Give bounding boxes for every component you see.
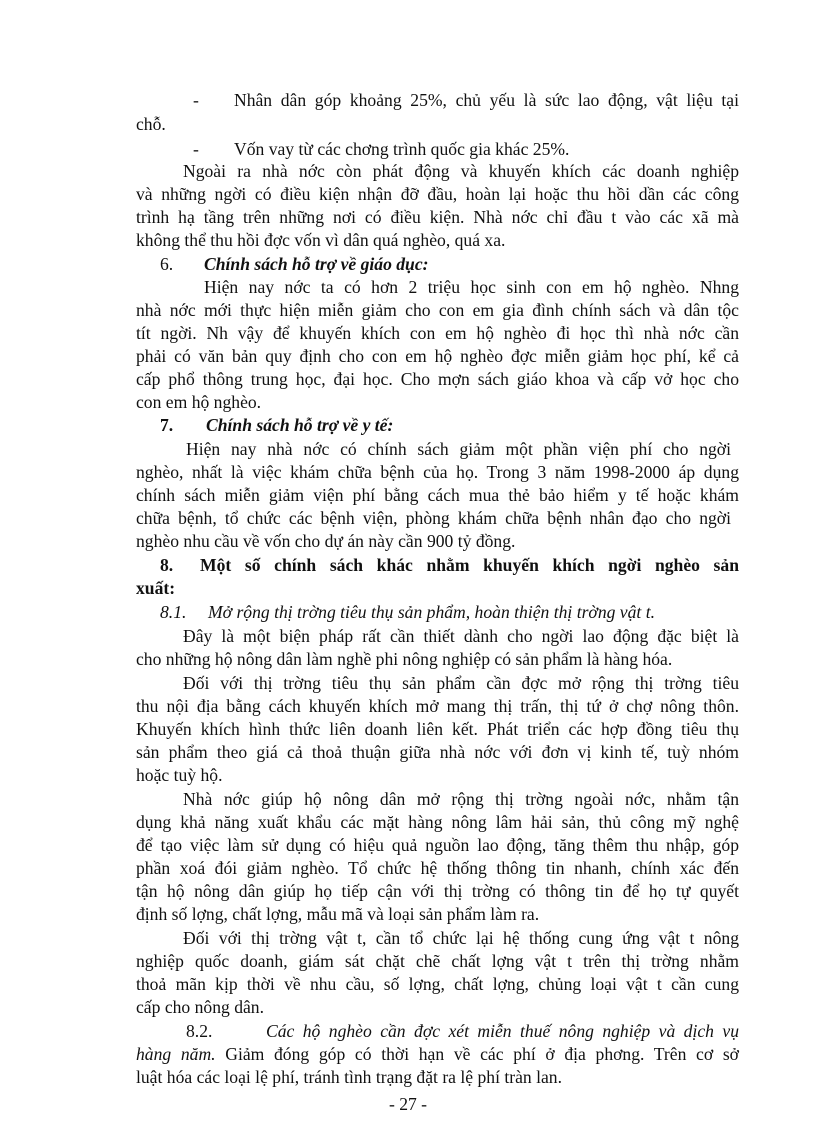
section-title: Chính sách hỗ trợ về giáo dục: bbox=[204, 254, 429, 274]
bullet-dash: - bbox=[193, 90, 199, 110]
paragraph-line: Đây là một biện pháp rất cần thiết dành cho ngời lao động đặc biệt là bbox=[183, 626, 739, 646]
section-title-cont: xuất: bbox=[136, 578, 176, 598]
paragraph-line: Hiện nay nớc ta có hơn 2 triệu học sinh con em hộ nghèo. Nhng bbox=[204, 277, 739, 297]
paragraph-line: nghiệp quốc doanh, giám sát chặt chẽ chất lợng vật t trên thị trờng nhằm bbox=[136, 951, 739, 971]
subsection-number: 8.2. bbox=[186, 1021, 213, 1041]
paragraph-line: thoả mãn kịp thời về nhu cầu, số lợng, chất lợng, chủng loại vật t cần cung bbox=[136, 974, 739, 994]
paragraph-line: chữa bệnh, tổ chức các bệnh viện, phòng khám chữa bệnh nhân đạo cho ngời bbox=[136, 508, 731, 528]
paragraph-line: trình hạ tầng trên những nơi có điều kiện. Nhà nớc chỉ đầu t vào các xã mà bbox=[136, 207, 739, 227]
paragraph-line: cho những hộ nông dân làm nghề phi nông nghiệp có sản phẩm là hàng hóa. bbox=[136, 649, 673, 669]
bullet-line: chỗ. bbox=[136, 114, 166, 134]
subsection-8-2-line bbox=[186, 1019, 739, 1043]
subsection-title: Mở rộng thị trờng tiêu thụ sản phẩm, hoàn thiện thị trờng vật t. bbox=[208, 602, 655, 622]
paragraph-line: sản phẩm theo giá cả thoả thuận giữa nhà nớc với đơn vị kinh tế, tuỳ nhóm bbox=[136, 742, 739, 762]
paragraph-line: cấp phổ thông trung học, đại học. Cho mợn sách giáo khoa và cấp vở học cho bbox=[136, 369, 739, 389]
paragraph-line: Nhà nớc giúp hộ nông dân mở rộng thị trờng ngoài nớc, nhằm tận bbox=[183, 789, 739, 809]
paragraph-line: Đối với thị trờng tiêu thụ sản phẩm cần đợc mở rộng thị trờng tiêu bbox=[183, 673, 739, 693]
section-number: 7. bbox=[160, 415, 174, 435]
paragraph-line: thu nội địa bằng cách khuyến khích mở mang thị trấn, thị tứ ở chợ nông thôn. bbox=[136, 696, 739, 716]
paragraph-line: Đối với thị trờng vật t, cần tổ chức lại hệ thống cung ứng vật t nông bbox=[183, 928, 739, 948]
subsection-title-cont: hàng năm. bbox=[136, 1044, 216, 1064]
paragraph-line: phần xoá đói giảm nghèo. Tổ chức hệ thống thông tin nhanh, chính xác đến bbox=[136, 858, 739, 878]
bullet-line: Nhân dân góp khoảng 25%, chủ yếu là sức lao động, vật liệu tại bbox=[234, 90, 739, 110]
paragraph-line: để tạo việc làm sử dụng có hiệu quả nguồn lao động, tăng thêm thu nhập, góp bbox=[136, 835, 739, 855]
paragraph-line: chính sách miễn giảm viện phí bằng cách mua thẻ bảo hiểm y tế hoặc khám bbox=[136, 485, 739, 505]
subsection-heading-8-1 bbox=[160, 600, 740, 624]
paragraph-text: Giảm đóng góp có thời hạn về các phí ở địa phơng. Trên cơ sở bbox=[215, 1044, 739, 1064]
paragraph-line: hoặc tuỳ hộ. bbox=[136, 765, 223, 785]
paragraph-line: tận hộ nông dân giúp họ tiếp cận với thị trờng có thông tin để họ tự quyết bbox=[136, 881, 739, 901]
paragraph-line: luật hóa các loại lệ phí, tránh tình trạng đặt ra lệ phí tràn lan. bbox=[136, 1067, 563, 1087]
page-number: - 27 - bbox=[388, 1094, 428, 1114]
paragraph-line: Ngoài ra nhà nớc còn phát động và khuyến khích các doanh nghiệp bbox=[183, 161, 739, 181]
subsection-title: Các hộ nghèo cần đợc xét miễn thuế nông nghiệp và dịch vụ bbox=[266, 1021, 739, 1041]
paragraph-line: cấp cho nông dân. bbox=[136, 997, 265, 1017]
paragraph-line: phải có văn bản quy định cho con em hộ nghèo đợc miễn giảm học phí, kể cả bbox=[136, 346, 739, 366]
section-title: Chính sách hỗ trợ về y tế: bbox=[206, 415, 394, 435]
bullet-dash: - bbox=[193, 139, 199, 159]
paragraph-line: Khuyến khích hình thức liên doanh liên kết. Phát triển các hợp đồng tiêu thụ bbox=[136, 719, 739, 739]
section-heading-7 bbox=[160, 413, 740, 437]
paragraph-line: và những ngời có điều kiện nhận đỡ đầu, hoàn lại hoặc thu hồi dần các công bbox=[136, 184, 739, 204]
paragraph-line: không thể thu hồi đợc vốn vì dân quá nghèo, quá xa. bbox=[136, 230, 506, 250]
section-number: 6. bbox=[160, 254, 174, 274]
paragraph-line: tít ngời. Nh vậy để khuyến khích con em hộ nghèo đi học thì nhà nớc cần bbox=[136, 323, 739, 343]
section-title: Một số chính sách khác nhằm khuyến khích ngời nghèo sản bbox=[200, 555, 739, 575]
bullet-line: Vốn vay từ các chơng trình quốc gia khác 25%. bbox=[234, 139, 570, 159]
paragraph-line: nghèo nhu cầu về vốn cho dự án này cần 900 tỷ đồng. bbox=[136, 531, 516, 551]
subsection-number: 8.1. bbox=[160, 602, 187, 622]
section-heading-8 bbox=[160, 553, 739, 577]
paragraph-line: nhà nớc mới thực hiện miễn giảm cho con em gia đình chính sách và dân tộc bbox=[136, 300, 739, 320]
subsection-8-2-line bbox=[136, 1042, 739, 1066]
paragraph-line: định số lợng, chất lợng, mẫu mã và loại sản phẩm làm ra. bbox=[136, 904, 540, 924]
paragraph-line: con em hộ nghèo. bbox=[136, 392, 262, 412]
section-heading-6 bbox=[160, 252, 740, 276]
paragraph-line: nghèo, nhất là việc khám chữa bệnh của họ. Trong 3 năm 1998-2000 áp dụng bbox=[136, 462, 739, 482]
section-number: 8. bbox=[160, 555, 174, 575]
paragraph-line: Hiện nay nhà nớc có chính sách giảm một phần viện phí cho ngời bbox=[186, 439, 731, 459]
paragraph-line: dụng khả năng xuất khẩu các mặt hàng nông lâm hải sản, thủ công mỹ nghệ bbox=[136, 812, 739, 832]
